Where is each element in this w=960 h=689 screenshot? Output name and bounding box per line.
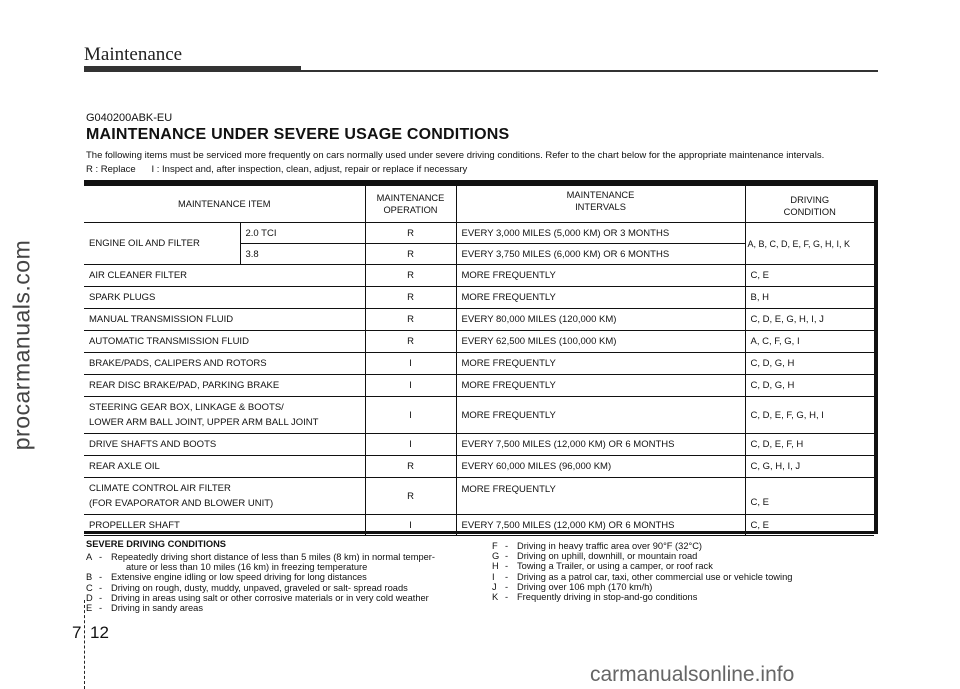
cell-condition: C, D, E, F, H bbox=[745, 434, 874, 456]
condition-key: D bbox=[86, 592, 93, 603]
cell-item: DRIVE SHAFTS AND BOOTS bbox=[84, 434, 365, 456]
cell-interval: EVERY 3,000 MILES (5,000 KM) OR 3 MONTHS bbox=[456, 223, 745, 244]
cell-interval: EVERY 80,000 MILES (120,000 KM) bbox=[456, 309, 745, 331]
header-operation-line1: MAINTENANCE bbox=[376, 193, 445, 203]
condition-key: C bbox=[86, 582, 93, 593]
conditions-list-left bbox=[86, 552, 476, 613]
cell-interval: EVERY 7,500 MILES (12,000 KM) OR 6 MONTHS bbox=[456, 515, 745, 536]
table-header-row bbox=[84, 186, 874, 223]
cell-condition: C, D, G, H bbox=[745, 375, 874, 397]
condition-key: K bbox=[492, 592, 499, 603]
cell-interval: MORE FREQUENTLY bbox=[456, 375, 745, 397]
cell-operation: R bbox=[365, 244, 456, 265]
cell-item: MANUAL TRANSMISSION FLUID bbox=[84, 309, 365, 331]
cell-item-line2: (FOR EVAPORATOR AND BLOWER UNIT) bbox=[89, 498, 274, 509]
condition-text: Driving on rough, dusty, muddy, unpaved, graveled or salt- spread roads bbox=[111, 582, 408, 593]
operation-legend: R : Replace I : Inspect and, after inspection, clean, adjust, repair or replace if necessary bbox=[86, 164, 468, 175]
condition-key: F bbox=[492, 541, 498, 551]
page-number: 12 bbox=[90, 623, 109, 642]
condition-key: B bbox=[86, 572, 93, 583]
cell-condition: C, E bbox=[745, 265, 874, 287]
cell-interval: EVERY 60,000 MILES (96,000 KM) bbox=[456, 456, 745, 478]
cell-interval: EVERY 62,500 MILES (100,000 KM) bbox=[456, 331, 745, 353]
condition-dash: - bbox=[505, 541, 509, 551]
cell-condition: C, E bbox=[745, 515, 874, 536]
condition-item-continuation bbox=[86, 562, 476, 572]
cell-condition: C, D, E, G, H, I, J bbox=[745, 309, 874, 331]
side-watermark: procarmanuals.com bbox=[8, 239, 35, 451]
cell-condition: A, C, F, G, I bbox=[745, 331, 874, 353]
cell-operation: R bbox=[365, 478, 456, 515]
cell-operation: R bbox=[365, 265, 456, 287]
condition-dash: - bbox=[99, 603, 103, 614]
cell-item: BRAKE/PADS, CALIPERS AND ROTORS bbox=[84, 353, 365, 375]
cell-interval: EVERY 3,750 MILES (6,000 KM) OR 6 MONTHS bbox=[456, 244, 745, 265]
condition-item bbox=[86, 552, 476, 562]
condition-dash: - bbox=[505, 581, 509, 592]
header-rule-thin bbox=[301, 70, 878, 72]
header-operation bbox=[365, 186, 456, 223]
cell-operation: I bbox=[365, 515, 456, 536]
condition-key: J bbox=[492, 581, 497, 592]
header-condition-line2: CONDITION bbox=[783, 207, 836, 217]
cell-item: REAR AXLE OIL bbox=[84, 456, 365, 478]
condition-text: Repeatedly driving short distance of less than 5 miles (8 km) in normal temper- bbox=[111, 552, 435, 562]
header-intervals-line2: INTERVALS bbox=[575, 202, 626, 212]
condition-item bbox=[492, 592, 852, 602]
cell-item: REAR DISC BRAKE/PAD, PARKING BRAKE bbox=[84, 375, 365, 397]
condition-text: Driving over 106 mph (170 km/h) bbox=[517, 581, 653, 592]
condition-text: Driving as a patrol car, taxi, other commercial use or vehicle towing bbox=[517, 571, 793, 582]
condition-item bbox=[492, 551, 852, 561]
cell-operation: R bbox=[365, 331, 456, 353]
cell-operation: I bbox=[365, 397, 456, 434]
cell-condition: C, G, H, I, J bbox=[745, 456, 874, 478]
cell-operation: I bbox=[365, 375, 456, 397]
cell-item-line1: STEERING GEAR BOX, LINKAGE & BOOTS/ bbox=[89, 402, 284, 413]
table-row bbox=[84, 375, 874, 397]
cell-item: AUTOMATIC TRANSMISSION FLUID bbox=[84, 331, 365, 353]
condition-text: ature or less than 10 miles (16 km) in freezing temperature bbox=[126, 562, 368, 573]
cell-operation: R bbox=[365, 287, 456, 309]
cell-item: PROPELLER SHAFT bbox=[84, 515, 365, 536]
condition-text: Driving in areas using salt or other corrosive materials or in very cold weather bbox=[111, 592, 429, 603]
condition-text: Extensive engine idling or low speed driving for long distances bbox=[111, 572, 367, 583]
header-condition-line1: DRIVING bbox=[790, 195, 830, 205]
condition-text: Driving in sandy areas bbox=[111, 603, 203, 614]
condition-dash: - bbox=[99, 572, 103, 583]
cell-engine: 2.0 TCI bbox=[240, 223, 365, 244]
cell-engine: 3.8 bbox=[240, 244, 365, 265]
cell-interval: MORE FREQUENTLY bbox=[456, 353, 745, 375]
condition-dash: - bbox=[99, 582, 103, 593]
condition-key: H bbox=[492, 561, 499, 572]
conditions-list-right bbox=[492, 541, 852, 602]
cell-item bbox=[84, 478, 365, 515]
condition-item bbox=[492, 572, 852, 582]
intro-text: The following items must be serviced more frequently on cars normally used under severe driving conditions. Refer to the chart below for the appropriate maintenance intervals. bbox=[86, 150, 825, 161]
condition-key: G bbox=[492, 551, 500, 562]
header-condition bbox=[745, 186, 874, 223]
condition-dash: - bbox=[99, 552, 103, 562]
condition-key: I bbox=[492, 571, 495, 582]
conditions-title: SEVERE DRIVING CONDITIONS bbox=[86, 539, 226, 549]
footer-divider bbox=[84, 600, 85, 689]
cell-condition: C, E bbox=[745, 478, 874, 515]
condition-item bbox=[492, 582, 852, 592]
document-code: G040200ABK-EU bbox=[86, 112, 173, 124]
condition-text: Frequently driving in stop-and-go conditions bbox=[517, 592, 698, 603]
header-maintenance-item: MAINTENANCE ITEM bbox=[84, 186, 365, 223]
footer-watermark: carmanualsonline.info bbox=[590, 663, 795, 686]
chapter-number: 7 bbox=[72, 623, 82, 642]
condition-text: Driving on uphill, downhill, or mountain road bbox=[517, 551, 698, 562]
table-row bbox=[84, 287, 874, 309]
table-row bbox=[84, 309, 874, 331]
page-header-title: Maintenance bbox=[84, 44, 183, 65]
maintenance-table bbox=[84, 185, 874, 536]
header-rule-thick bbox=[84, 66, 301, 72]
table-row bbox=[84, 331, 874, 353]
condition-key: E bbox=[86, 603, 93, 614]
section-title: MAINTENANCE UNDER SEVERE USAGE CONDITIONS bbox=[86, 126, 510, 143]
cell-item-line2: LOWER ARM BALL JOINT, UPPER ARM BALL JOINT bbox=[89, 417, 319, 428]
condition-item bbox=[86, 603, 476, 613]
cell-item-line1: CLIMATE CONTROL AIR FILTER bbox=[89, 483, 231, 494]
condition-text: Towing a Trailer, or using a camper, or roof rack bbox=[517, 561, 713, 572]
condition-item bbox=[492, 541, 852, 551]
cell-interval: MORE FREQUENTLY bbox=[456, 478, 745, 515]
condition-text: Driving in heavy traffic area over 90°F (32°C) bbox=[517, 541, 703, 551]
table-row bbox=[84, 397, 874, 434]
table-row bbox=[84, 434, 874, 456]
table-row bbox=[84, 265, 874, 287]
condition-item bbox=[86, 572, 476, 582]
cell-operation: R bbox=[365, 223, 456, 244]
condition-item bbox=[86, 593, 476, 603]
cell-interval: MORE FREQUENTLY bbox=[456, 397, 745, 434]
cell-item: ENGINE OIL AND FILTER bbox=[84, 223, 240, 265]
header-intervals bbox=[456, 186, 745, 223]
condition-item bbox=[86, 583, 476, 593]
table-row bbox=[84, 456, 874, 478]
cell-item: SPARK PLUGS bbox=[84, 287, 365, 309]
table-row bbox=[84, 478, 874, 515]
cell-item: AIR CLEANER FILTER bbox=[84, 265, 365, 287]
maintenance-table-frame bbox=[84, 180, 878, 534]
condition-item bbox=[492, 561, 852, 571]
cell-interval: MORE FREQUENTLY bbox=[456, 287, 745, 309]
cell-condition: B, H bbox=[745, 287, 874, 309]
header-operation-line2: OPERATION bbox=[383, 205, 438, 215]
cell-interval: EVERY 7,500 MILES (12,000 KM) OR 6 MONTHS bbox=[456, 434, 745, 456]
condition-dash: - bbox=[505, 571, 509, 582]
condition-dash: - bbox=[505, 561, 509, 572]
cell-operation: R bbox=[365, 456, 456, 478]
condition-dash: - bbox=[505, 592, 509, 603]
cell-operation: I bbox=[365, 434, 456, 456]
cell-condition: C, D, G, H bbox=[745, 353, 874, 375]
condition-dash: - bbox=[99, 592, 103, 603]
cell-operation: R bbox=[365, 309, 456, 331]
cell-condition: C, D, E, F, G, H, I bbox=[745, 397, 874, 434]
condition-key: A bbox=[86, 552, 93, 562]
condition-dash: - bbox=[505, 551, 509, 562]
header-intervals-line1: MAINTENANCE bbox=[566, 190, 635, 200]
table-row bbox=[84, 223, 874, 244]
cell-item bbox=[84, 397, 365, 434]
table-row bbox=[84, 353, 874, 375]
table-row bbox=[84, 515, 874, 536]
cell-condition: A, B, C, D, E, F, G, H, I, K bbox=[745, 223, 874, 265]
cell-operation: I bbox=[365, 353, 456, 375]
cell-interval: MORE FREQUENTLY bbox=[456, 265, 745, 287]
